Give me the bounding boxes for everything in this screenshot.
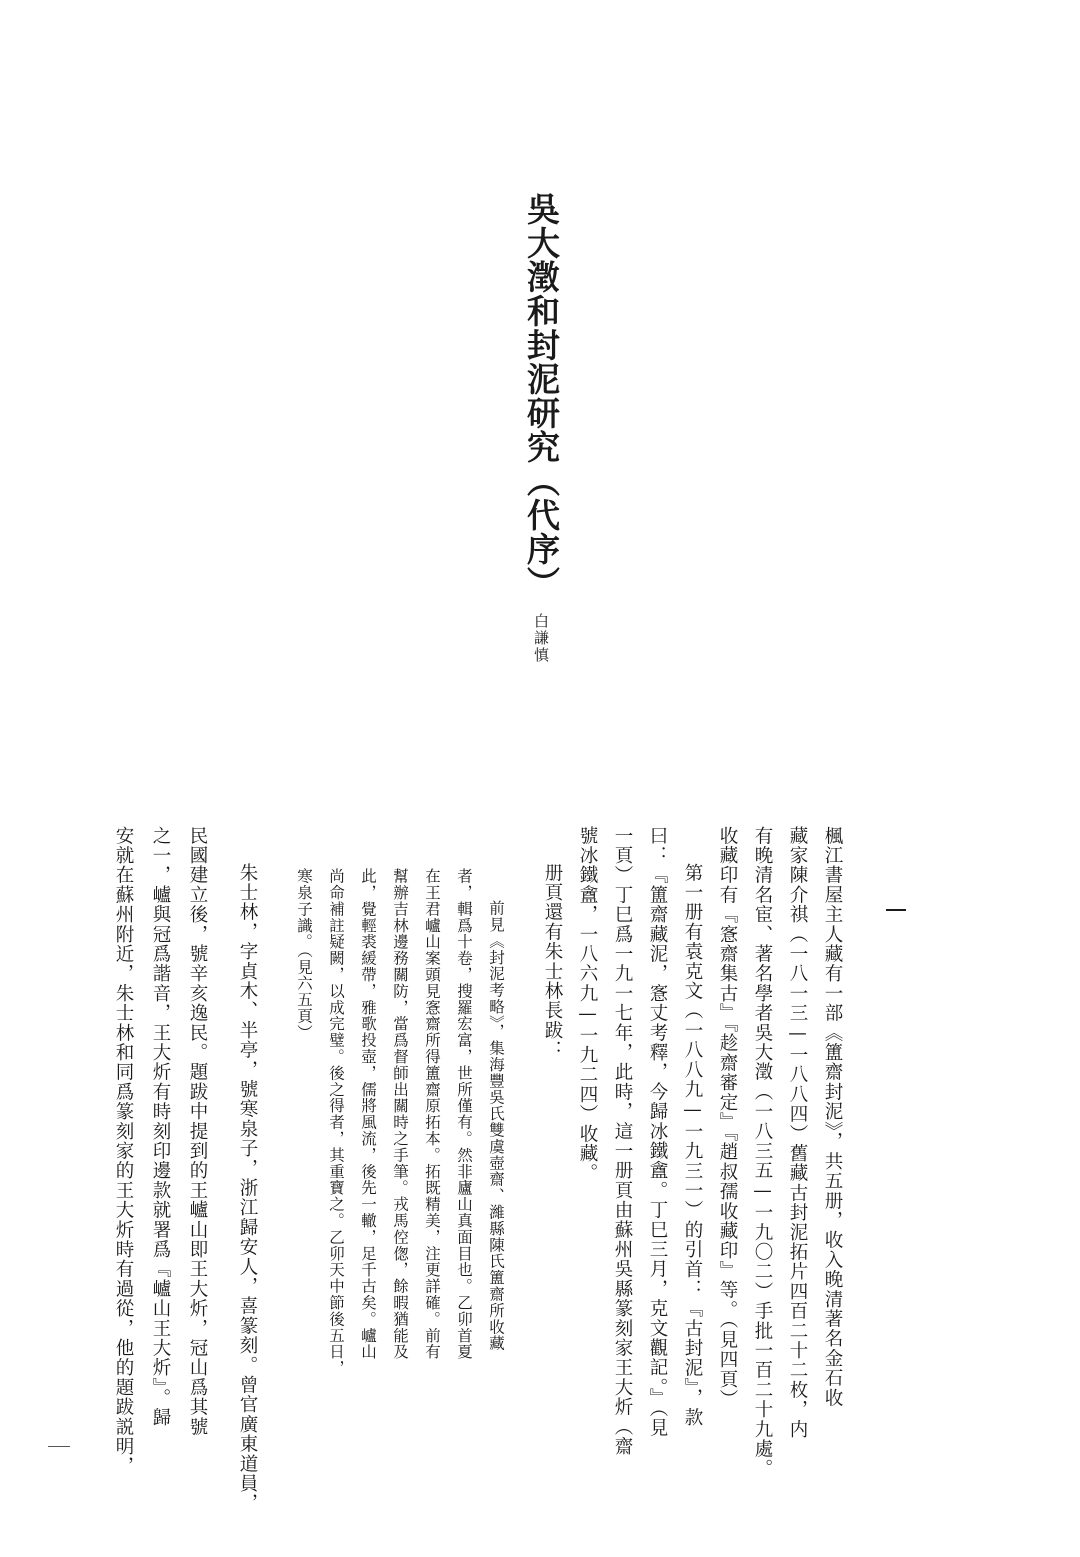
text-column: 之一，㠠與冠爲諧音，王大炘有時刻印邊款就署爲『㠠山王大炘』。歸 (150, 826, 171, 1428)
author-name: 白謙慎 (532, 613, 550, 664)
text-column: 藏家陳介祺（一八一三—一八八四）舊藏古封泥拓片四百二十二枚，内 (787, 826, 808, 1440)
quote-column: 此，覺輕裘緩帶，雅歌投壺，儒將風流，後先一轍，足千古矣。㠠山 (359, 868, 377, 1360)
text-column: 第一册有袁克文（一八八九—一九三一）的引首：『古封泥』，款 (682, 863, 703, 1428)
text-column: 安就在蘇州附近，朱士林和同爲篆刻家的王大炘時有過從，他的題跋説明， (113, 826, 134, 1477)
quote-column: 尚命補註疑闕，以成完璧。後之得者，其重寶之。乙卯天中節後五日， (327, 868, 345, 1377)
page-title: 吳大澂和封泥研究（代序） (522, 192, 561, 600)
text-column: 號冰鐵盦，一八六九—一九二四）收藏。 (577, 826, 598, 1184)
quote-column: 在王君㠠山案頭見愙齋所得簠齋原拓本。拓既精美，注更詳確。前有 (423, 868, 441, 1360)
text-column: 有晚清名宦、著名學者吳大澂（一八三五—一九〇二）手批一百二十九處。 (752, 826, 773, 1479)
text-column: 民國建立後，號辛亥逸民。題跋中提到的王㠠山即王大炘，冠山爲其號 (187, 826, 208, 1437)
text-column: 曰：『簠齋藏泥，愙丈考釋，今歸冰鐵盦。丁巳三月，克文觀記。』（見 (647, 826, 668, 1438)
page-number-marker-top (886, 909, 906, 911)
quote-column: 者，輯爲十卷，搜羅宏富，世所僅有。然非廬山真面目也。乙卯首夏 (455, 868, 473, 1360)
quote-column: 寒泉子識。（見六五頁） (295, 868, 313, 1041)
text-column: 收藏印有『愙齋集古』『趁齋審定』『趙叔孺收藏印』等。（見四頁） (717, 826, 738, 1409)
quote-column: 幫辦吉林邊務關防，當爲督師出關時之手筆。戎馬倥偬，餘暇猶能及 (391, 868, 409, 1360)
quote-column: 前見《封泥考略》，集海豐吳氏雙虞壺齋、濰縣陳氏簠齋所收藏 (487, 900, 505, 1352)
page-number-marker-bottom (48, 1446, 70, 1447)
text-column: 楓江書屋主人藏有一部《簠齋封泥》，共五册，收入晚清著名金石收 (822, 826, 843, 1408)
text-column: 册頁還有朱士林長跋： (542, 863, 563, 1060)
text-column: 朱士林，字貞木、半亭，號寒泉子，浙江歸安人，喜篆刻。曾官廣東道員， (237, 863, 258, 1514)
text-column: 一頁）丁巳爲一九一七年，此時，這一册頁由蘇州吳縣篆刻家王大炘（齋 (612, 826, 633, 1457)
